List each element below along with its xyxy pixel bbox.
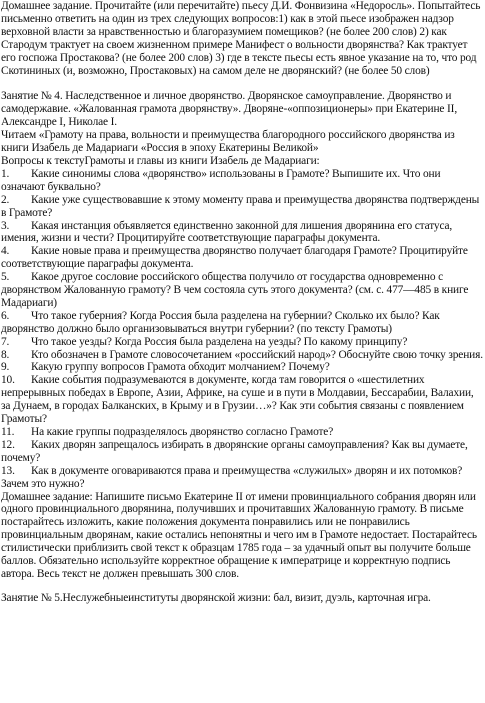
question-item bbox=[1, 271, 483, 310]
question-text: Какую группу вопросов Грамота обходит молчанием? Почему? bbox=[31, 361, 330, 374]
question-item bbox=[1, 374, 483, 426]
question-number: 4. bbox=[1, 245, 10, 258]
questions-heading: Вопросы к текстуГрамоты и главы из книги Изабель де Мадариаги: bbox=[1, 154, 320, 167]
question-text: Каких дворян запрещалось избирать в дворянские органы самоуправления? Как вы думаете, почему? bbox=[1, 438, 468, 464]
question-item bbox=[1, 245, 483, 271]
question-item bbox=[1, 439, 483, 465]
question-item bbox=[1, 465, 483, 491]
reading-assignment: Читаем «Грамоту на права, вольности и преимущества благородного российского дворянства из книги Изабель де Мадариаги «Россия в эпоху Екатерины Великой» bbox=[1, 129, 455, 155]
question-number: 7. bbox=[1, 335, 10, 348]
question-item bbox=[1, 220, 483, 246]
question-number: 13. bbox=[1, 464, 15, 477]
question-item bbox=[1, 168, 483, 194]
question-item bbox=[1, 310, 483, 336]
question-item bbox=[1, 194, 483, 220]
question-text: Как в документе оговариваются права и преимущества «служилых» дворян и их потомков? Зачем это нужно? bbox=[1, 464, 463, 490]
question-text: Какое другое сословие российского общества получило от государства одновременно с дворянством Жалованную грамоту? В чем состояла суть этого документа? (см. с. 477—485 в книге Мадариаги) bbox=[1, 271, 469, 309]
question-text: Кто обозначен в Грамоте словосочетанием «российский народ»? Обоснуйте свою точку зрения. bbox=[31, 348, 483, 361]
question-item bbox=[1, 361, 483, 374]
question-number: 5. bbox=[1, 271, 10, 284]
question-item bbox=[1, 336, 483, 349]
question-text: Какие уже существовавшие к этому моменту права и преимущества дворянства подтверждены в Грамоте? bbox=[1, 193, 480, 219]
homework-2: Домашнее задание: Напишите письмо Екатерине II от имени провинциального собрания дворян или одного провинциального дворянина, получивших и прочитавших Жалованную грамоту. В письме постарайтесь изложить, какие положения документа понравились или не понравились провинциальным дворянам, какие остались непонятны и чего им в Грамоте недостает. Постарайтесь стилистически приблизить свой текст к образцам 1785 года – за удачный опыт вы получите больше баллов. Обязательно используйте корректное обращение к императрице и корректную подпись автора. Весь текст не должен превышать 300 слов. bbox=[1, 490, 477, 580]
question-text: Какие события подразумеваются в документе, когда там говорится о «шестилетних непрерывных победах в Европе, Азии, Африке, на суше и в пути в Молдавии, Бессарабии, Валахии, за Дунаем, в городах Балканских, в Крыму и в Грузии…»? Как эти события связаны с появлением Грамоты? bbox=[1, 374, 474, 426]
spacer bbox=[1, 581, 483, 592]
question-number: 9. bbox=[1, 361, 10, 374]
question-text: Какие новые права и преимущества дворянство получает благодаря Грамоте? Процитируйте соответствующие параграфы документа. bbox=[1, 245, 468, 271]
question-number: 2. bbox=[1, 193, 10, 206]
question-text: Какие синонимы слова «дворянство» использованы в Грамоте? Выпишите их. Что они означают буквально? bbox=[1, 167, 441, 193]
question-text: Что такое губерния? Когда Россия была разделена на губернии? Сколько их было? Как дворянство должно было организовываться внутри губернии? (по тексту Грамоты) bbox=[1, 309, 440, 335]
question-number: 8. bbox=[1, 348, 10, 361]
question-item bbox=[1, 349, 483, 362]
lesson-5-title: Занятие № 5.Неслужебныеинституты дворянской жизни: бал, визит, дуэль, карточная игра. bbox=[1, 591, 431, 604]
question-text: Какая инстанция объявляется единственно законной для лишения дворянина его статуса, имения, жизни и чести? Процитируйте соответствующие параграфы документа. bbox=[1, 219, 453, 245]
lesson-4-title: Занятие № 4. Наследственное и личное дворянство. Дворянское самоуправление. Дворянство и самодержавие. «Жалованная грамота дворянству». Дворяне-«оппозиционеры» при Екатерине II, Александре I, Николае I. bbox=[1, 90, 458, 129]
question-text: Что такое уезды? Когда Россия была разделена на уезды? По какому принципу? bbox=[31, 335, 408, 348]
question-text: На какие группы подразделялось дворянство согласно Грамоте? bbox=[31, 426, 334, 438]
question-number: 12. bbox=[1, 438, 15, 451]
spacer bbox=[1, 77, 483, 90]
questions-list bbox=[1, 168, 483, 491]
question-item bbox=[1, 426, 483, 439]
question-number: 10. bbox=[1, 374, 15, 387]
question-number: 11. bbox=[1, 426, 15, 438]
homework-1: Домашнее задание. Прочитайте (или перечитайте) пьесу Д.И. Фонвизина «Недоросль». Попытайтесь письменно ответить на один из трех следующих вопросов:1) как в этой пьесе изображен надзор верховной власти за нравственностью и благоразумием помещиков? (не более 200 слов) 2) как Стародум трактует на своем жизненном примере Манифест о вольности дворянства? Как трактует его госпожа Простакова? (не более 200 слов) 3) где в тексте пьесы есть явное указание на то, что род Скотининых (и, возможно, Простаковых) на самом деле не дворянский? (не более 50 слов) bbox=[1, 0, 481, 77]
question-number: 6. bbox=[1, 309, 10, 322]
question-number: 1. bbox=[1, 167, 10, 180]
question-number: 3. bbox=[1, 219, 10, 232]
